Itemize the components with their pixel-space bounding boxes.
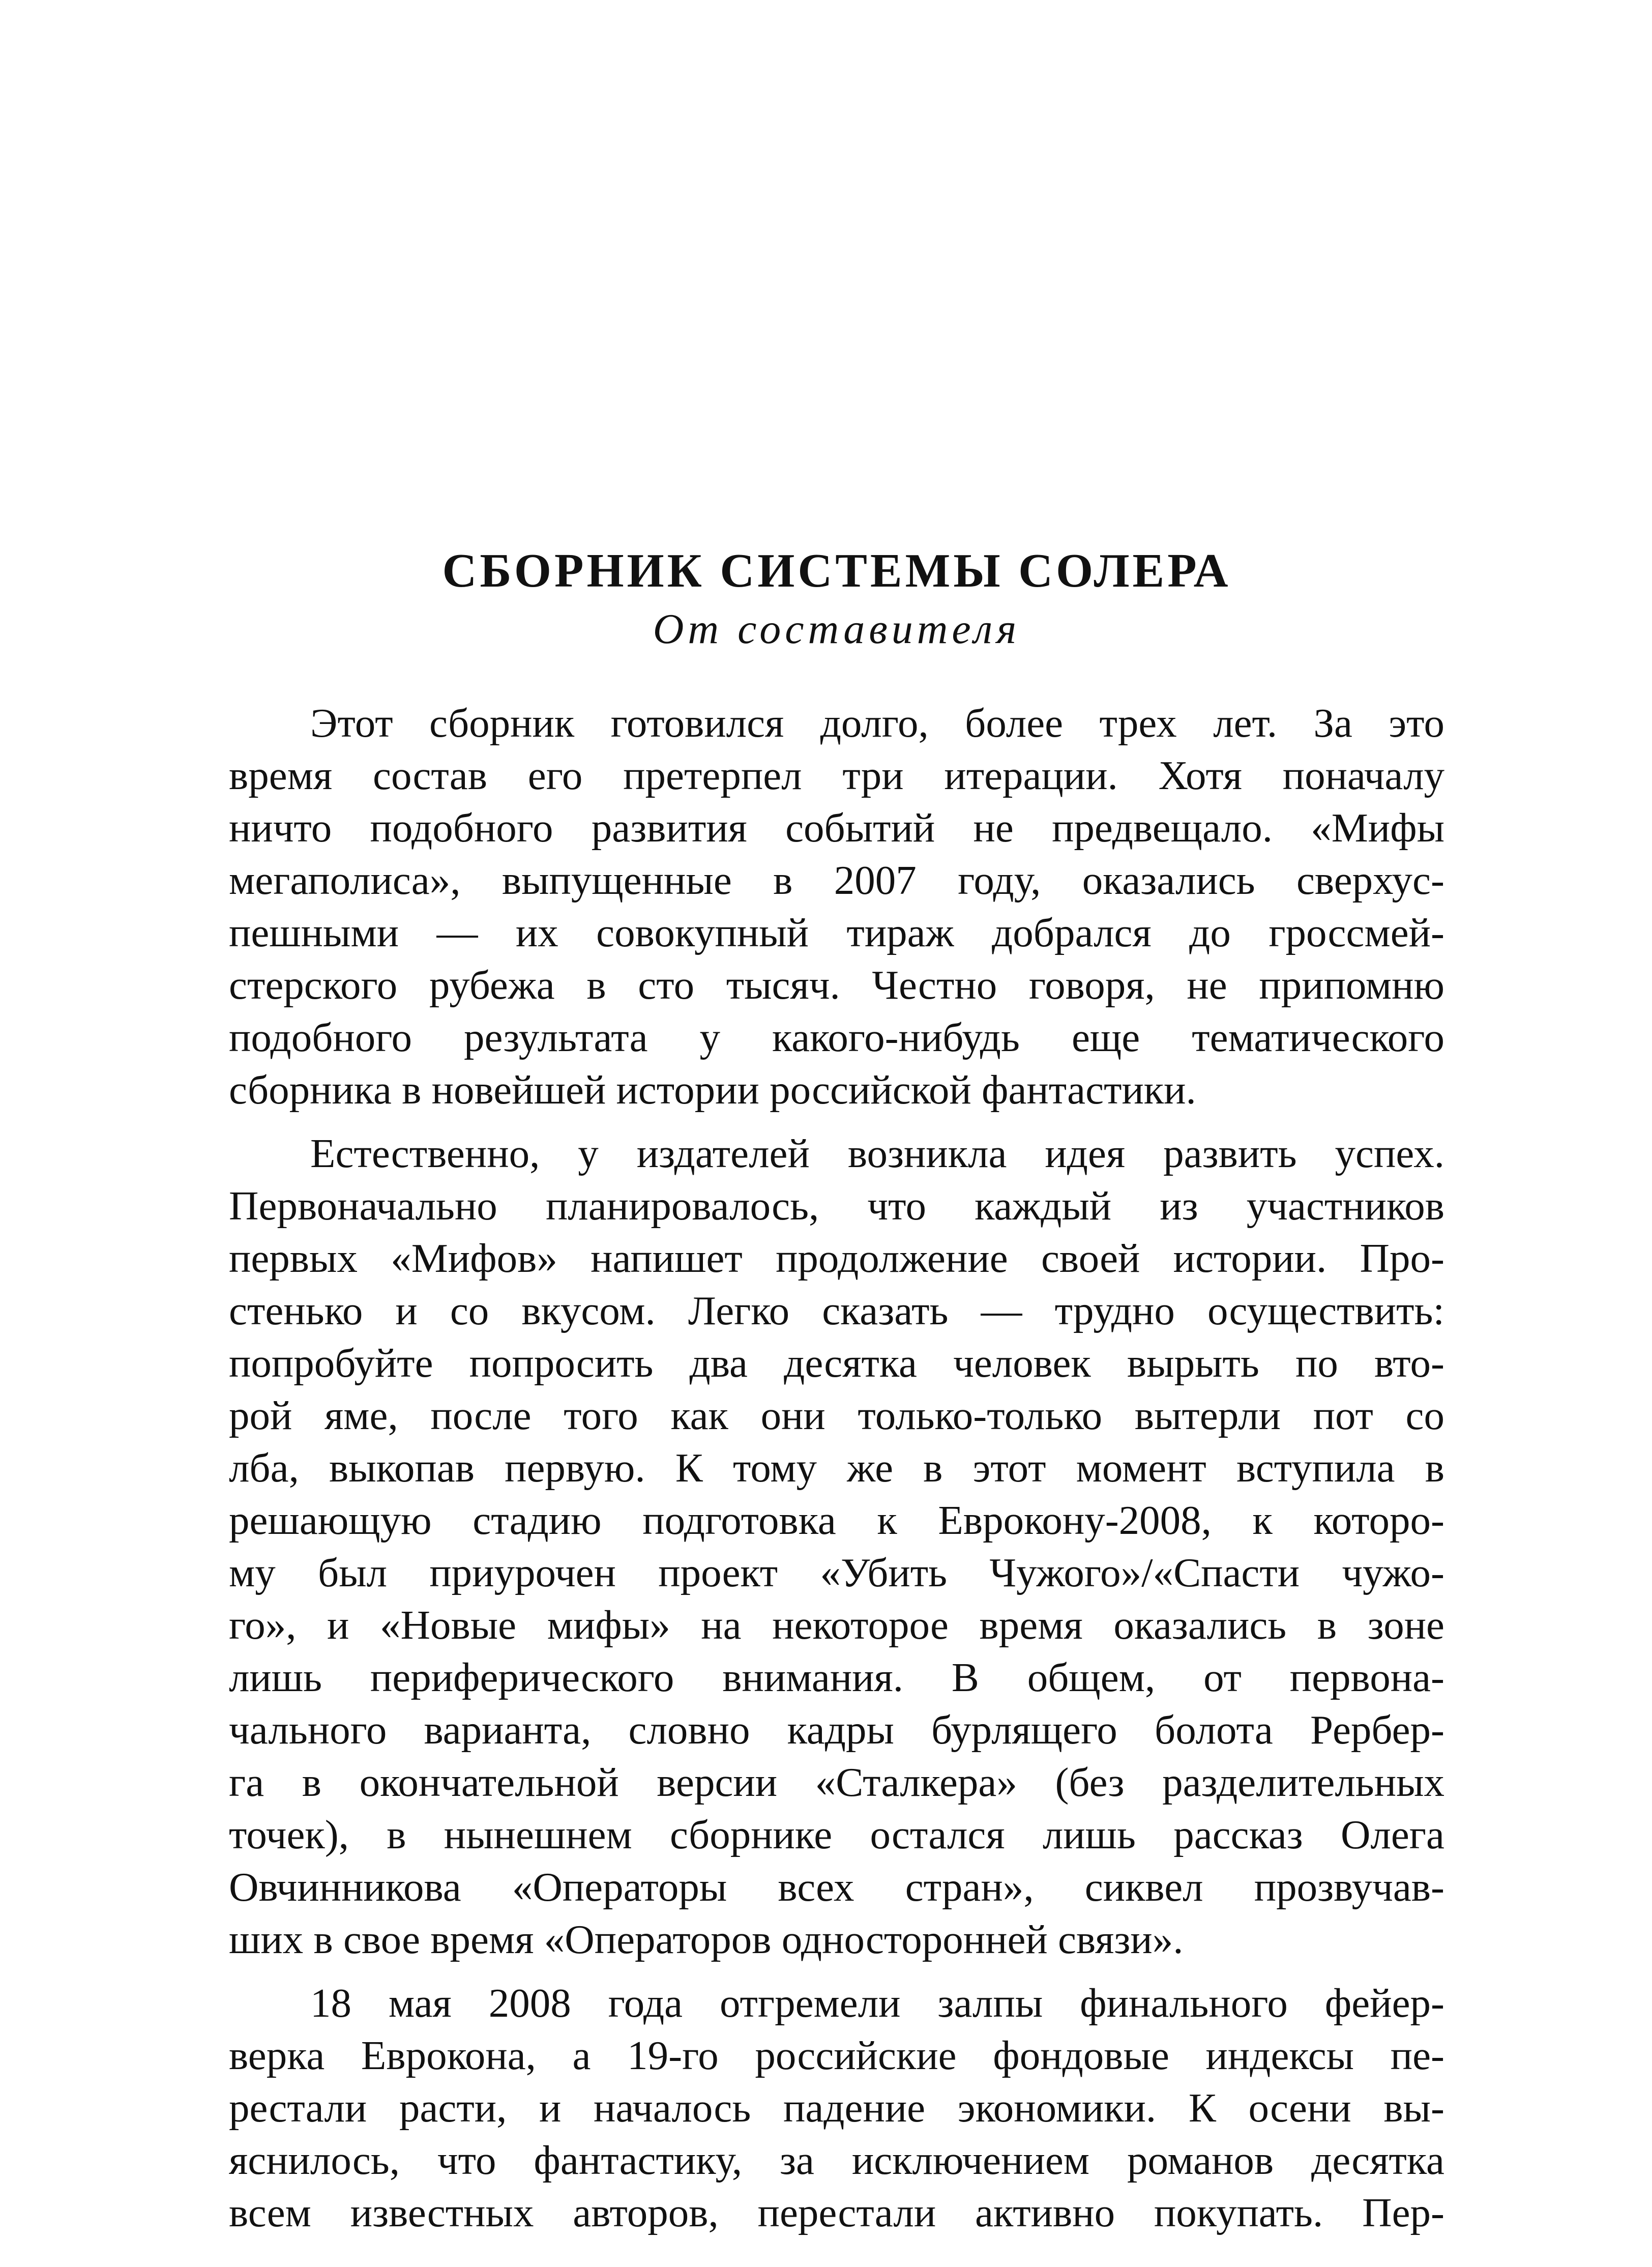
text-line: стерского рубежа в сто тысяч. Честно говоря, не припомню	[229, 962, 1444, 1008]
chapter-subtitle: От составителя	[653, 605, 1021, 653]
text-line: первых «Мифов» напишет продолжение своей истории. Про-	[229, 1235, 1444, 1281]
text-line: точек), в нынешнем сборнике остался лишь рассказ Олега	[229, 1812, 1444, 1857]
text-line: ничто подобного развития событий не предвещало. «Мифы	[229, 805, 1444, 851]
text-line: ших в свое время «Операторов односторонней связи».	[229, 1916, 1184, 1962]
paragraph-3	[229, 1977, 1444, 2239]
text-line: лишь периферического внимания. В общем, от первона-	[229, 1654, 1444, 1700]
text-line: лба, выкопав первую. К тому же в этот момент вступила в	[229, 1445, 1444, 1491]
body-text	[229, 697, 1444, 2239]
text-line: рой яме, после того как они только-только вытерли пот со	[229, 1392, 1444, 1438]
text-line: яснилось, что фантастику, за исключением романов десятка	[229, 2137, 1444, 2183]
text-line: рестали расти, и началось падение экономики. К осени вы-	[229, 2085, 1444, 2131]
paragraph-1	[229, 697, 1444, 1116]
text-line: га в окончательной версии «Сталкера» (без разделительных	[229, 1759, 1444, 1805]
text-line: Естественно, у издателей возникла идея развить успех.	[310, 1130, 1444, 1176]
text-line: решающую стадию подготовка к Еврокону-2008, к которо-	[229, 1497, 1444, 1543]
text-line: 18 мая 2008 года отгремели залпы финального фейер-	[310, 1980, 1444, 2026]
text-line: чального варианта, словно кадры бурлящего болота Рербер-	[229, 1707, 1444, 1753]
text-line: го», и «Новые мифы» на некоторое время оказались в зоне	[229, 1602, 1444, 1648]
text-line: Этот сборник готовился долго, более трех лет. За это	[310, 700, 1444, 746]
text-line: подобного результата у какого-нибудь еще тематического	[229, 1014, 1444, 1060]
text-line: время состав его претерпел три итерации. Хотя поначалу	[229, 752, 1444, 798]
text-line: Первоначально планировалось, что каждый из участников	[229, 1183, 1444, 1229]
text-line: верка Еврокона, а 19-го российские фондовые индексы пе-	[229, 2032, 1444, 2078]
text-line: сборника в новейшей истории российской фантастики.	[229, 1067, 1196, 1113]
chapter-heading	[229, 540, 1444, 657]
text-line: попробуйте попросить два десятка человек вырыть по вто-	[229, 1340, 1444, 1386]
text-line: му был приурочен проект «Убить Чужого»/«Спасти чужо-	[229, 1550, 1444, 1595]
text-line: стенько и со вкусом. Легко сказать — трудно осуществить:	[229, 1288, 1444, 1333]
text-line: Овчинникова «Операторы всех стран», сиквел прозвучав-	[229, 1864, 1444, 1910]
text-line: пешными — их совокупный тираж добрался до гроссмей-	[229, 910, 1444, 955]
text-line: мегаполиса», выпущенные в 2007 году, оказались сверхус-	[229, 857, 1444, 903]
chapter-title: СБОРНИК СИСТЕМЫ СОЛЕРА	[442, 544, 1231, 597]
text-line: всем известных авторов, перестали активно покупать. Пер-	[229, 2190, 1444, 2235]
paragraph-2	[229, 1127, 1444, 1966]
